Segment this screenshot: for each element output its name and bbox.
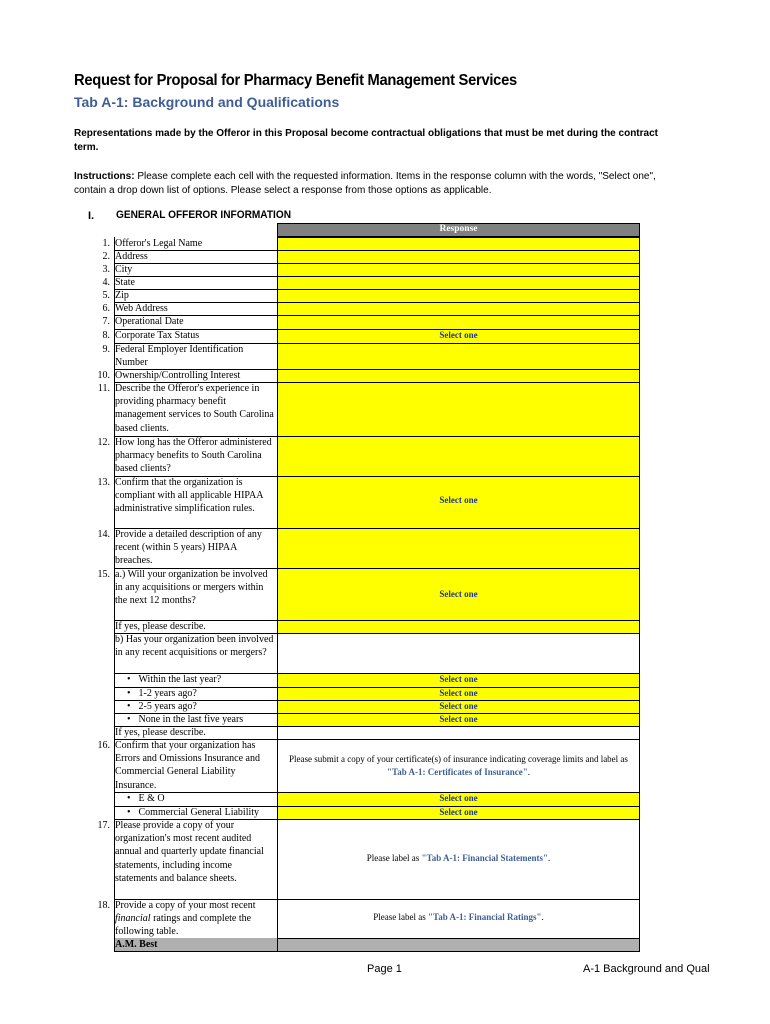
question-text: Provide a detailed description of any recent (within 5 years) HIPAA breaches. — [115, 529, 262, 567]
row-number: 6. — [102, 303, 110, 314]
response-cell[interactable] — [277, 302, 640, 316]
representations-note: Representations made by the Offeror in this Proposal become contractual obligations that must be met during the contract term. — [74, 128, 658, 153]
select-one-dropdown[interactable]: Select one — [439, 330, 478, 340]
response-cell[interactable] — [277, 315, 640, 330]
bullet-icon: • — [127, 793, 131, 804]
row-number: 5. — [102, 290, 110, 301]
italic-word: financial — [115, 913, 151, 925]
row-number: 16. — [97, 740, 110, 751]
question-text: a.) Will your organization be involved in any acquisitions or mergers within the next 12 months? — [115, 569, 268, 607]
response-cell[interactable] — [277, 289, 640, 303]
bullet-item — [115, 806, 288, 819]
bullet-label: None in the last five years — [138, 714, 244, 725]
row-number: 3. — [102, 264, 110, 275]
bullet-icon: • — [127, 674, 131, 685]
question-text: City — [115, 264, 133, 275]
question-text: Corporate Tax Status — [115, 330, 200, 341]
row-number: 10. — [97, 370, 110, 381]
response-instruction: Please label as "Tab A-1: Financial Ratings". — [373, 912, 544, 922]
instructions — [74, 170, 664, 198]
bullet-label: Within the last year? — [138, 674, 222, 685]
response-cell[interactable] — [277, 263, 640, 277]
question-text: A.M. Best — [115, 939, 158, 950]
question-text: State — [115, 277, 135, 288]
question-text: Web Address — [115, 303, 168, 314]
select-one-dropdown[interactable]: Select one — [439, 807, 478, 817]
select-one-dropdown[interactable]: Select one — [439, 589, 478, 599]
response-instruction: Please label as "Tab A-1: Financial Statements". — [366, 853, 551, 863]
question-text: Please provide a copy of your organization's most recent audited annual and quarterly update financial statements, including income statements and balance sheets. — [115, 820, 264, 884]
instructions-label: Instructions: — [74, 171, 135, 182]
bullet-item — [115, 687, 288, 700]
row-number: 2. — [102, 251, 110, 262]
question-text: Zip — [115, 290, 129, 301]
label-instruction: "Tab A-1: Financial Ratings" — [428, 912, 542, 922]
bullet-item — [115, 713, 288, 726]
section-title: GENERAL OFFEROR INFORMATION — [116, 209, 292, 221]
question-text: Offeror's Legal Name — [115, 238, 203, 249]
bullet-label: E & O — [138, 793, 165, 804]
bullet-icon: • — [127, 701, 131, 712]
bullet-label: Commercial General Liability — [138, 807, 260, 818]
label-instruction: "Tab A-1: Certificates of Insurance" — [387, 767, 528, 777]
response-cell[interactable] — [277, 436, 640, 477]
label-instruction: "Tab A-1: Financial Statements" — [421, 853, 548, 863]
response-cell — [277, 633, 640, 674]
response-cell — [277, 938, 640, 952]
bullet-icon: • — [127, 714, 131, 725]
response-cell[interactable] — [277, 237, 640, 251]
bullet-item — [115, 700, 288, 713]
question-text: b) Has your organization been involved in any recent acquisitions or mergers? — [115, 634, 274, 659]
select-one-dropdown[interactable]: Select one — [439, 674, 478, 684]
row-number: 7. — [102, 316, 110, 327]
tab-subtitle: Tab A-1: Background and Qualifications — [74, 94, 340, 110]
bullet-icon: • — [127, 688, 131, 699]
bullet-label: 2-5 years ago? — [138, 701, 197, 712]
question-text: If yes, please describe. — [115, 727, 206, 738]
response-instruction: Please submit a copy of your certificate(s) of insurance indicating coverage limits and label as "Tab A-1: Certificates of Insurance". — [289, 754, 628, 777]
question-text: How long has the Offeror administered pharmacy benefits to South Carolina based clients? — [115, 437, 272, 475]
row-number: 8. — [102, 330, 110, 341]
select-one-dropdown[interactable]: Select one — [439, 495, 478, 505]
question-text: Confirm that the organization is compliant with all applicable HIPAA administrative simplification rules. — [115, 477, 263, 515]
instructions-text: Please complete each cell with the requested information. Items in the response column with the words, "Select one", contain a drop down list of options. Please select a response from those options as applicable. — [74, 171, 656, 196]
response-cell[interactable] — [277, 528, 640, 569]
response-cell[interactable] — [277, 620, 640, 634]
response-header: Response — [439, 224, 478, 234]
row-number: 14. — [97, 529, 110, 540]
select-one-dropdown[interactable]: Select one — [439, 688, 478, 698]
footer-page-number: Page 1 — [367, 963, 402, 975]
row-number: 4. — [102, 277, 110, 288]
response-cell — [277, 726, 640, 740]
bullet-icon: • — [127, 807, 131, 818]
bullet-item — [115, 792, 288, 805]
row-number: 9. — [102, 344, 110, 355]
row-number: 11. — [97, 383, 110, 394]
question-text: Confirm that your organization has Errors and Omissions Insurance and Commercial General Liability Insurance. — [115, 740, 260, 791]
select-one-dropdown[interactable]: Select one — [439, 714, 478, 724]
question-text: Operational Date — [115, 316, 184, 327]
footer-tab-name: A-1 Background and Qual — [583, 963, 710, 975]
question-text: Provide a copy of your most recent financial ratings and complete the following table. — [115, 900, 256, 938]
section-number: I. — [88, 210, 95, 222]
bullet-label: 1-2 years ago? — [138, 688, 197, 699]
response-cell[interactable] — [277, 343, 640, 370]
question-text: Address — [115, 251, 148, 262]
bullet-item — [115, 673, 288, 686]
select-one-dropdown[interactable]: Select one — [439, 701, 478, 711]
row-number: 12. — [97, 437, 110, 448]
question-text: If yes, please describe. — [115, 621, 206, 632]
response-cell[interactable] — [277, 369, 640, 383]
select-one-dropdown[interactable]: Select one — [439, 793, 478, 803]
document-title: Request for Proposal for Pharmacy Benefit Management Services — [74, 72, 517, 89]
row-number: 15. — [97, 569, 110, 580]
response-cell[interactable] — [277, 250, 640, 264]
row-number: 13. — [97, 477, 110, 488]
row-number: 1. — [102, 238, 110, 249]
response-cell[interactable] — [277, 382, 640, 437]
question-text: Ownership/Controlling Interest — [115, 370, 241, 381]
row-number: 17. — [97, 820, 110, 831]
question-text: Describe the Offeror's experience in providing pharmacy benefit management services to South Carolina based clients. — [115, 383, 274, 434]
response-cell[interactable] — [277, 276, 640, 290]
row-number: 18. — [97, 900, 110, 911]
question-text: Federal Employer Identification Number — [115, 344, 244, 369]
